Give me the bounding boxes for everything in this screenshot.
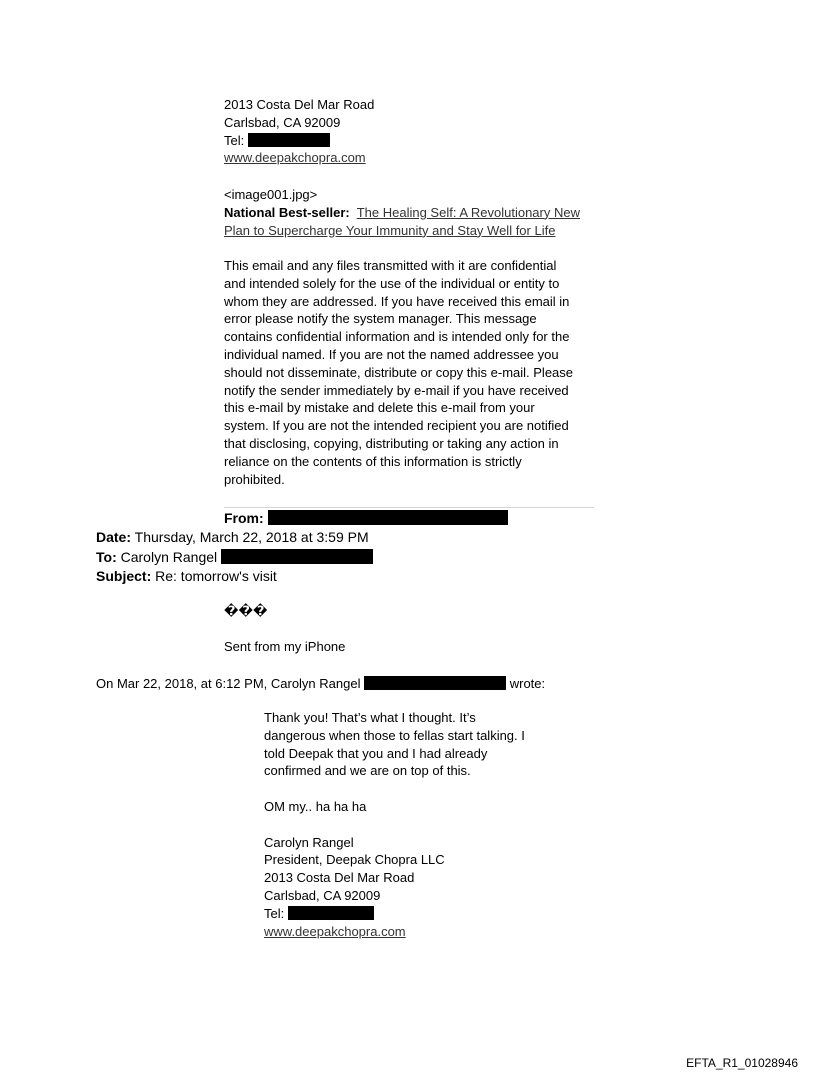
- disclaimer-line: this e-mail by mistake and delete this e-mail from your: [224, 400, 535, 416]
- quoted-line: dangerous when those to fellas start talking. I: [264, 727, 525, 743]
- separator-line: [224, 507, 594, 508]
- date-value: Thursday, March 22, 2018 at 3:59 PM: [134, 529, 369, 545]
- sig-address-1: 2013 Costa Del Mar Road: [264, 870, 415, 886]
- redaction-box: [248, 133, 330, 147]
- disclaimer-line: This email and any files transmitted with it are confidential: [224, 258, 557, 273]
- disclaimer-line: reliance on the contents of this information is strictly: [224, 453, 522, 469]
- redaction-box: [288, 906, 374, 920]
- tel-label: Tel:: [224, 132, 245, 148]
- garbled-symbols: ���: [224, 603, 268, 618]
- quoted-line: told Deepak that you and I had already: [264, 745, 488, 761]
- to-value: Carolyn Rangel: [120, 549, 218, 565]
- sig-tel-label: Tel:: [264, 905, 285, 921]
- reply-body: [224, 602, 596, 655]
- to-line: [96, 548, 373, 567]
- tel-line: [224, 132, 596, 150]
- quoted-line: Thank you! That’s what I thought. It’s: [264, 710, 476, 725]
- subject-value: Re: tomorrow's visit: [155, 568, 277, 584]
- disclaimer-line: should not disseminate, distribute or copy this e-mail. Please: [224, 364, 574, 380]
- from-line: [224, 509, 508, 528]
- quote-intro-prefix: On Mar 22, 2018, at 6:12 PM, Carolyn Rangel: [96, 676, 361, 691]
- disclaimer: [224, 257, 596, 488]
- disclaimer-line: prohibited.: [224, 471, 285, 487]
- quoted-message: [264, 709, 584, 940]
- promo-block: [224, 186, 596, 239]
- book-title-link-2[interactable]: Plan to Supercharge Your Immunity and Stay Well for Life: [224, 222, 556, 238]
- disclaimer-line: contains confidential information and is intended only for the: [224, 329, 570, 345]
- address-line-1: 2013 Costa Del Mar Road: [224, 97, 375, 112]
- from-label: From:: [224, 510, 264, 526]
- subject-label: Subject:: [96, 568, 152, 584]
- sig-website-link[interactable]: www.deepakchopra.com: [264, 923, 406, 939]
- to-label: To:: [96, 549, 117, 565]
- bestseller-label: National Best-seller:: [224, 204, 350, 220]
- disclaimer-line: notify the sender immediately by e-mail if you have received: [224, 382, 569, 398]
- redaction-box: [268, 510, 508, 525]
- date-line: [96, 528, 369, 547]
- disclaimer-line: that disclosing, copying, distributing or taking any action in: [224, 435, 559, 451]
- disclaimer-line: and intended solely for the use of the individual or entity to: [224, 275, 560, 291]
- date-label: Date:: [96, 529, 132, 545]
- sig-tel-line: [264, 905, 584, 923]
- signature-block-top: [224, 96, 596, 167]
- bestseller-line: [224, 204, 596, 222]
- disclaimer-line: individual named. If you are not the named addressee you: [224, 346, 559, 362]
- sent-from-line: Sent from my iPhone: [224, 638, 346, 654]
- redaction-box: [221, 549, 373, 564]
- disclaimer-line: error please notify the system manager. This message: [224, 311, 537, 327]
- disclaimer-line: system. If you are not the intended recipient you are notified: [224, 418, 569, 434]
- subject-line: [96, 567, 277, 586]
- sig-address-2: Carlsbad, CA 92009: [264, 887, 381, 903]
- document-id: EFTA_R1_01028946: [686, 1056, 798, 1070]
- disclaimer-line: whom they are addressed. If you have received this email in: [224, 293, 570, 309]
- image-reference: <image001.jpg>: [224, 187, 318, 202]
- sig-name: Carolyn Rangel: [264, 834, 354, 850]
- redaction-box: [364, 676, 506, 690]
- quote-intro: [96, 675, 576, 693]
- book-title-link-1[interactable]: The Healing Self: A Revolutionary New: [356, 204, 580, 220]
- address-line-2: Carlsbad, CA 92009: [224, 114, 341, 130]
- sig-title: President, Deepak Chopra LLC: [264, 852, 445, 868]
- website-link[interactable]: www.deepakchopra.com: [224, 150, 366, 166]
- quoted-line: confirmed and we are on top of this.: [264, 763, 471, 779]
- om-line: OM my.. ha ha ha: [264, 798, 367, 814]
- quote-intro-suffix: wrote:: [509, 676, 546, 691]
